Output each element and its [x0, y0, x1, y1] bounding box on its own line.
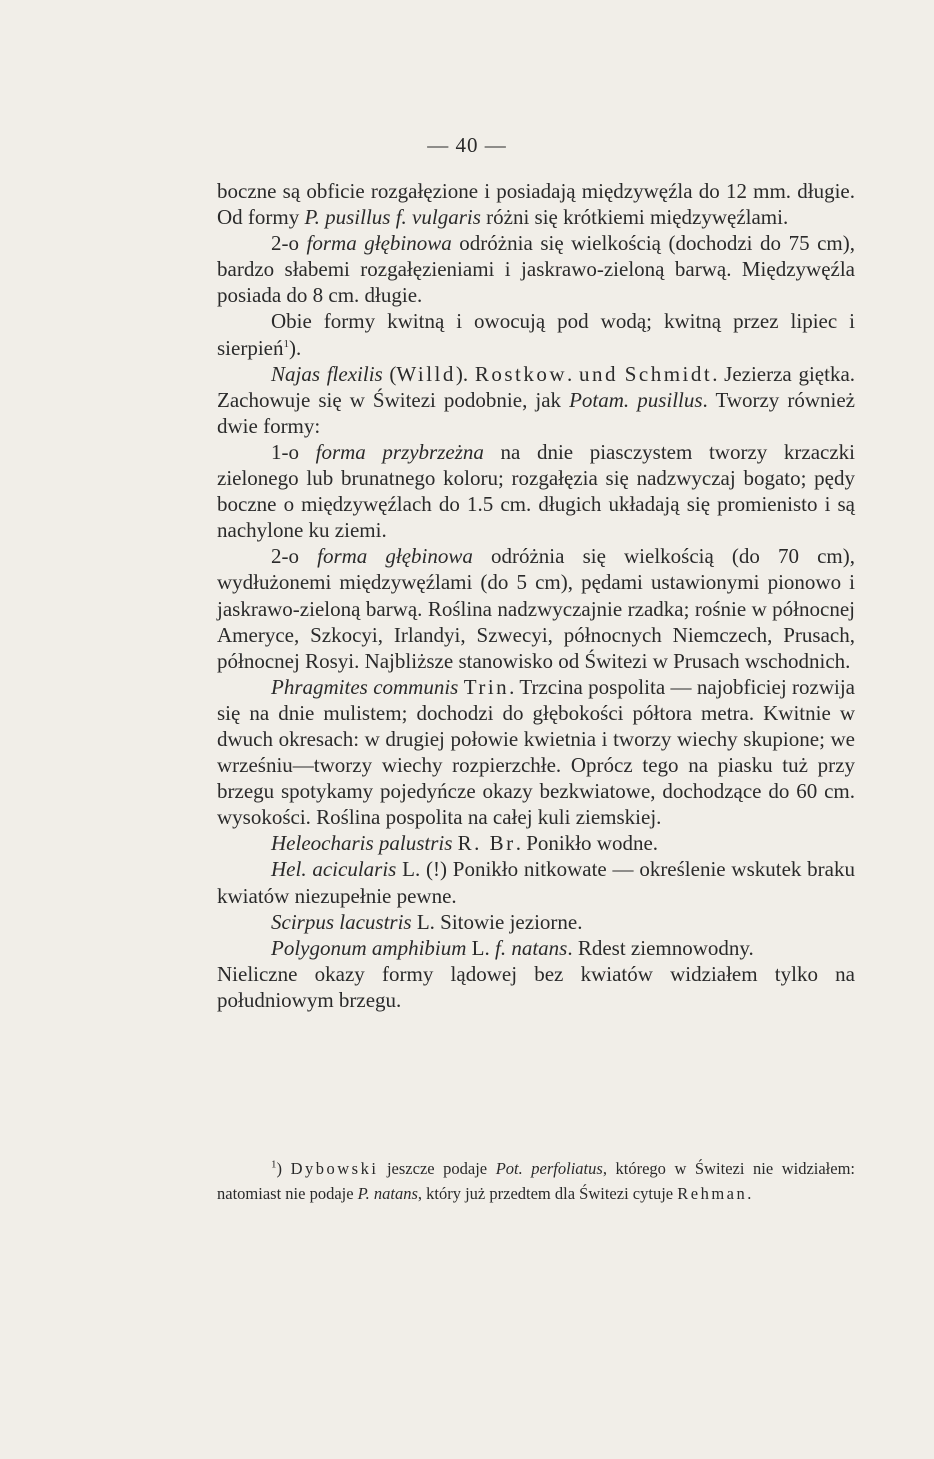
- footnote-ref: 1: [283, 337, 289, 350]
- page-number: — 40 —: [427, 133, 507, 157]
- body-text: [217, 178, 855, 1013]
- paragraph: Phragmites communis Trin. Trzcina pospolita — najobficiej rozwija się na dnie mulistem; dochodzi do głębokości półtora metra. Kwitnie w dwuch okresach: w drugiej połowie kwietnia i tworzy wiechy skupione; we wrześniu—tworzy wiechy rozpierzchłe. Oprócz tego na piasku tuż przy brzegu spotykamy pojedyńcze okazy bezkwiatowe, dochodzące do 60 cm. wysokości. Roślina pospolita na całej kuli ziemskiej.: [217, 674, 855, 830]
- paragraph: Najas flexilis (Willd). Rostkow. und Schmidt. Jezierza giętka. Zachowuje się w Świtezi podobnie, jak Potam. pusillus. Tworzy również dwie formy:: [217, 361, 856, 438]
- paragraph: Heleocharis palustris R. Br. Ponikło wodne.: [271, 831, 659, 856]
- footnote-marker: 1: [271, 1158, 277, 1171]
- footnotes: [217, 1157, 855, 1206]
- paragraph: Obie formy kwitną i owocują pod wodą; kwitną przez lipiec i sierpień$^1$).: [217, 309, 855, 360]
- paragraph: Hel. acicularis L. (!) Ponikło nitkowate — określenie wskutek braku kwiatów niezupełnie pewne.: [217, 857, 855, 908]
- paragraph: 1-o forma przybrzeżna na dnie piasczystem tworzy krzaczki zielonego lub brunatnego koloru; rozgałęzia się nadzwyczaj bogato; pędy boczne o międzywęźlach do 1.5 cm. długich układają się promienisto i są nachylone ku ziemi.: [217, 439, 855, 543]
- paragraph: Nieliczne okazy formy lądowej bez kwiatów widziałem tylko na południowym brzegu.: [217, 961, 855, 1012]
- footnote: $^1$) Dybowski jeszcze podaje Pot. perfoliatus, którego w Świtezi nie widziałem: natomiast nie podaje P. natans, który już przedtem dla Świtezi cytuje Rehman.: [217, 1158, 856, 1203]
- paragraph: 2-o forma głębinowa odróżnia się wielkością (do 70 cm), wydłużonemi międzywęźlami (do 5 cm), pędami ustawionymi pionowo i jaskrawo-zieloną barwą. Roślina nadzwyczajnie rzadka; rośnie w północnej Ameryce, Szkocyi, Irlandyi, Szwecyi, północnych Niemczech, Prusach, północnej Rosyi. Najbliższe stanowisko od Świtezi w Prusach wschodnich.: [217, 544, 856, 673]
- paragraph: boczne są obficie rozgałęzione i posiadają międzywęźla do 12 mm. długie. Od formy P. pusillus f. vulgaris różni się krótkiemi międzywęźlami.: [217, 179, 855, 230]
- paragraph: Polygonum amphibium L. f. natans. Rdest ziemnowodny.: [271, 935, 754, 960]
- paragraph: 2-o forma głębinowa odróżnia się wielkością (dochodzi do 75 cm), bardzo słabemi rozgałęzieniami i jaskrawo-zieloną barwą. Międzywęźla posiada do 8 cm. długie.: [217, 231, 856, 308]
- paragraph: Scirpus lacustris L. Sitowie jeziorne.: [271, 909, 583, 934]
